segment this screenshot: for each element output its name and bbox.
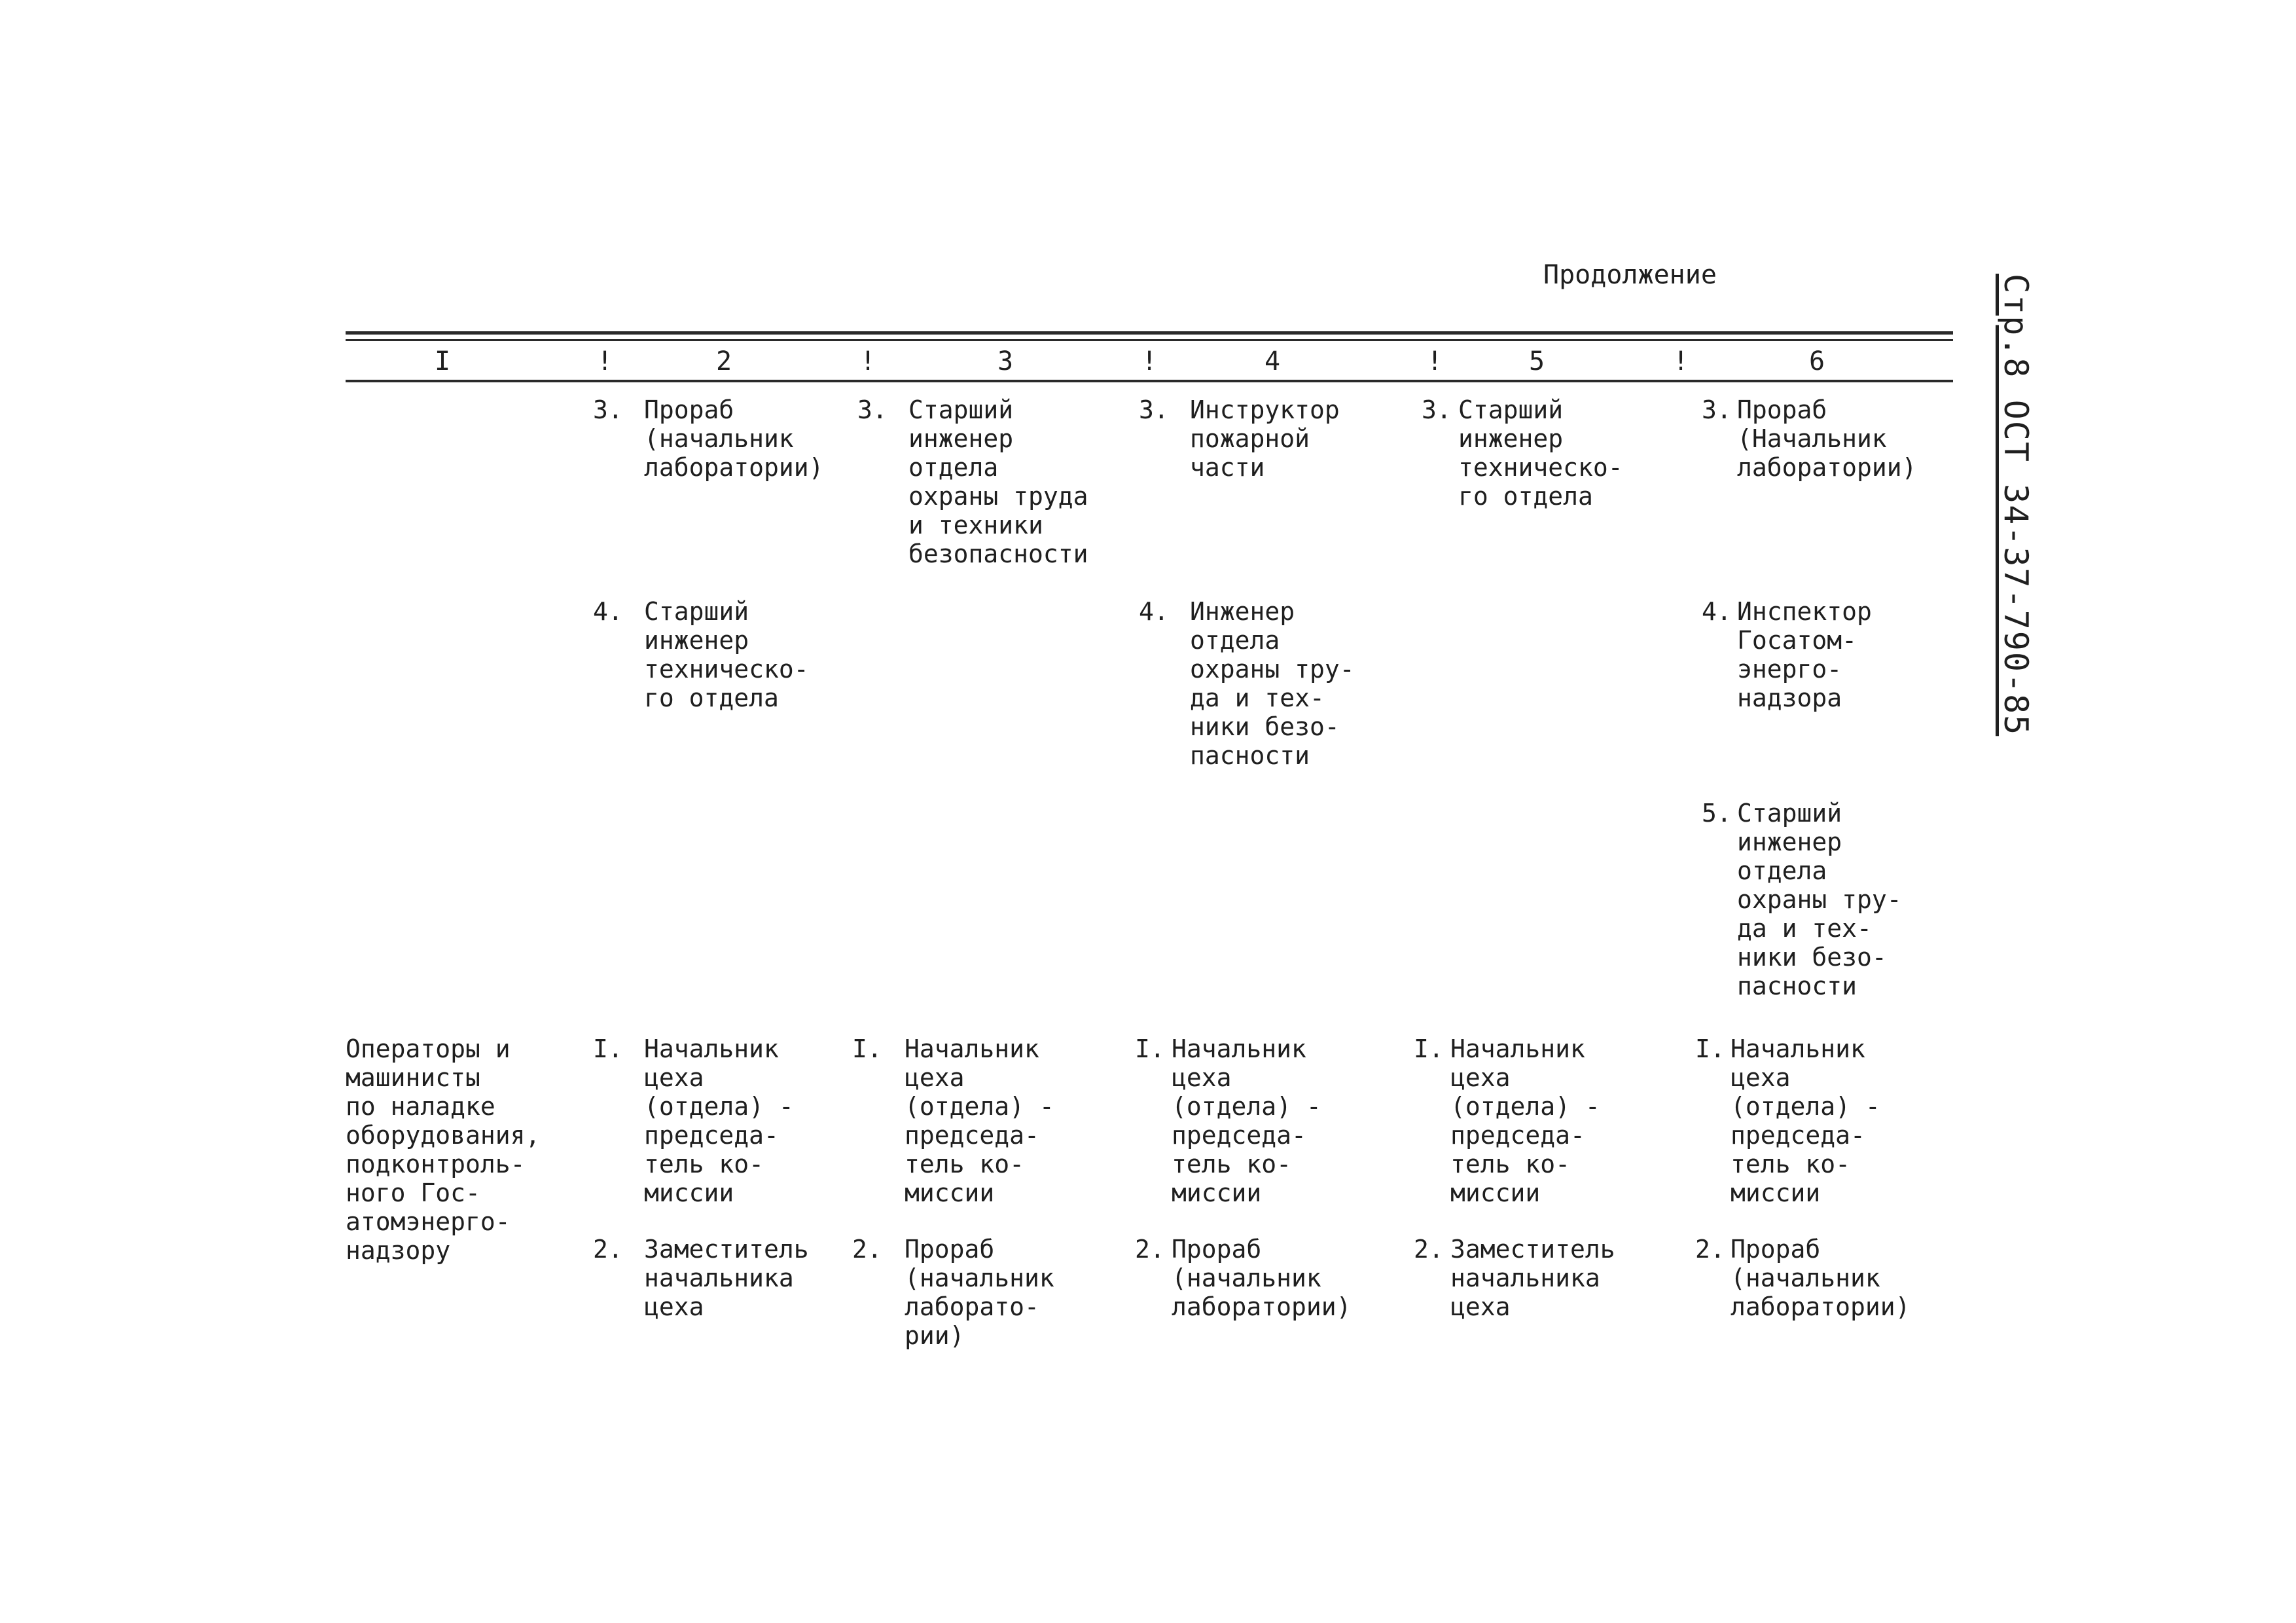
entry-number: 4. — [593, 597, 623, 626]
entry-text: Инспектор Госатом- энерго- надзора — [1737, 597, 1872, 712]
entry-text: Прораб (начальник лаборатории) — [1731, 1235, 1910, 1321]
entry-text: Прораб (Начальник лаборатории) — [1737, 395, 1917, 482]
column-separator: ! — [1427, 346, 1443, 376]
column-number-6: 6 — [1809, 346, 1825, 376]
entry-text: Старший инженер техническо- го отдела — [1458, 395, 1623, 511]
entry-text: Прораб (начальник лаборатории) — [644, 395, 824, 482]
entry-text: Старший инженер отдела охраны труда и техники безопасности — [908, 395, 1088, 568]
entry-number: 2. — [593, 1235, 623, 1264]
entry-number: I. — [852, 1034, 882, 1063]
table-top-rule — [346, 331, 1953, 335]
entry-number: 5. — [1702, 799, 1732, 828]
column-separator: ! — [860, 346, 876, 376]
entry-text: Заместитель начальника цеха — [644, 1235, 809, 1321]
continuation-heading: Продолжение — [1543, 260, 1717, 290]
entry-number: 4. — [1139, 597, 1169, 626]
entry-text: Прораб (начальник лаборато- рии) — [905, 1235, 1054, 1350]
side-page-reference: Стр.8 ОСТ 34-37-790-85 — [1997, 274, 2035, 737]
entry-number: I. — [1414, 1034, 1444, 1063]
personnel-group-label: Операторы и машинисты по наладке оборудования, подконтроль- ного Гос- атомэнерго- надзору — [346, 1034, 541, 1265]
column-number-1: I — [435, 346, 451, 376]
column-number-2: 2 — [716, 346, 732, 376]
table-header-bottom-rule — [346, 380, 1953, 382]
entry-number: 2. — [1695, 1235, 1725, 1264]
entry-text: Начальник цеха (отдела) - председа- тель ко- миссии — [644, 1034, 794, 1207]
column-separator: ! — [1673, 346, 1689, 376]
entry-number: 3. — [857, 395, 888, 424]
column-separator: ! — [1141, 346, 1158, 376]
entry-number: 2. — [1135, 1235, 1165, 1264]
entry-text: Инженер отдела охраны тру- да и тех- ники безо- пасности — [1190, 597, 1355, 770]
entry-number: 2. — [852, 1235, 882, 1264]
column-separator: ! — [597, 346, 613, 376]
entry-number: 2. — [1414, 1235, 1444, 1264]
entry-text: Начальник цеха (отдела) - председа- тель ко- миссии — [1731, 1034, 1880, 1207]
entry-text: Начальник цеха (отдела) - председа- тель ко- миссии — [1172, 1034, 1321, 1207]
entry-text: Начальник цеха (отдела) - председа- тель ко- миссии — [1450, 1034, 1600, 1207]
column-number-4: 4 — [1265, 346, 1281, 376]
entry-number: 4. — [1702, 597, 1732, 626]
table-top-rule-inner — [346, 339, 1953, 341]
entry-text: Заместитель начальника цеха — [1450, 1235, 1615, 1321]
entry-number: I. — [1135, 1034, 1165, 1063]
entry-text: Старший инженер отдела охраны тру- да и тех- ники безо- пасности — [1737, 799, 1902, 1000]
entry-number: I. — [593, 1034, 623, 1063]
column-number-5: 5 — [1529, 346, 1545, 376]
entry-text: Начальник цеха (отдела) - председа- тель ко- миссии — [905, 1034, 1054, 1207]
entry-text: Старший инженер техническо- го отдела — [644, 597, 809, 712]
column-number-3: 3 — [997, 346, 1014, 376]
entry-text: Инструктор пожарной части — [1190, 395, 1340, 482]
entry-number: I. — [1695, 1034, 1725, 1063]
entry-text: Прораб (начальник лаборатории) — [1172, 1235, 1352, 1321]
entry-number: 3. — [593, 395, 623, 424]
entry-number: 3. — [1702, 395, 1732, 424]
entry-number: 3. — [1139, 395, 1169, 424]
entry-number: 3. — [1422, 395, 1452, 424]
